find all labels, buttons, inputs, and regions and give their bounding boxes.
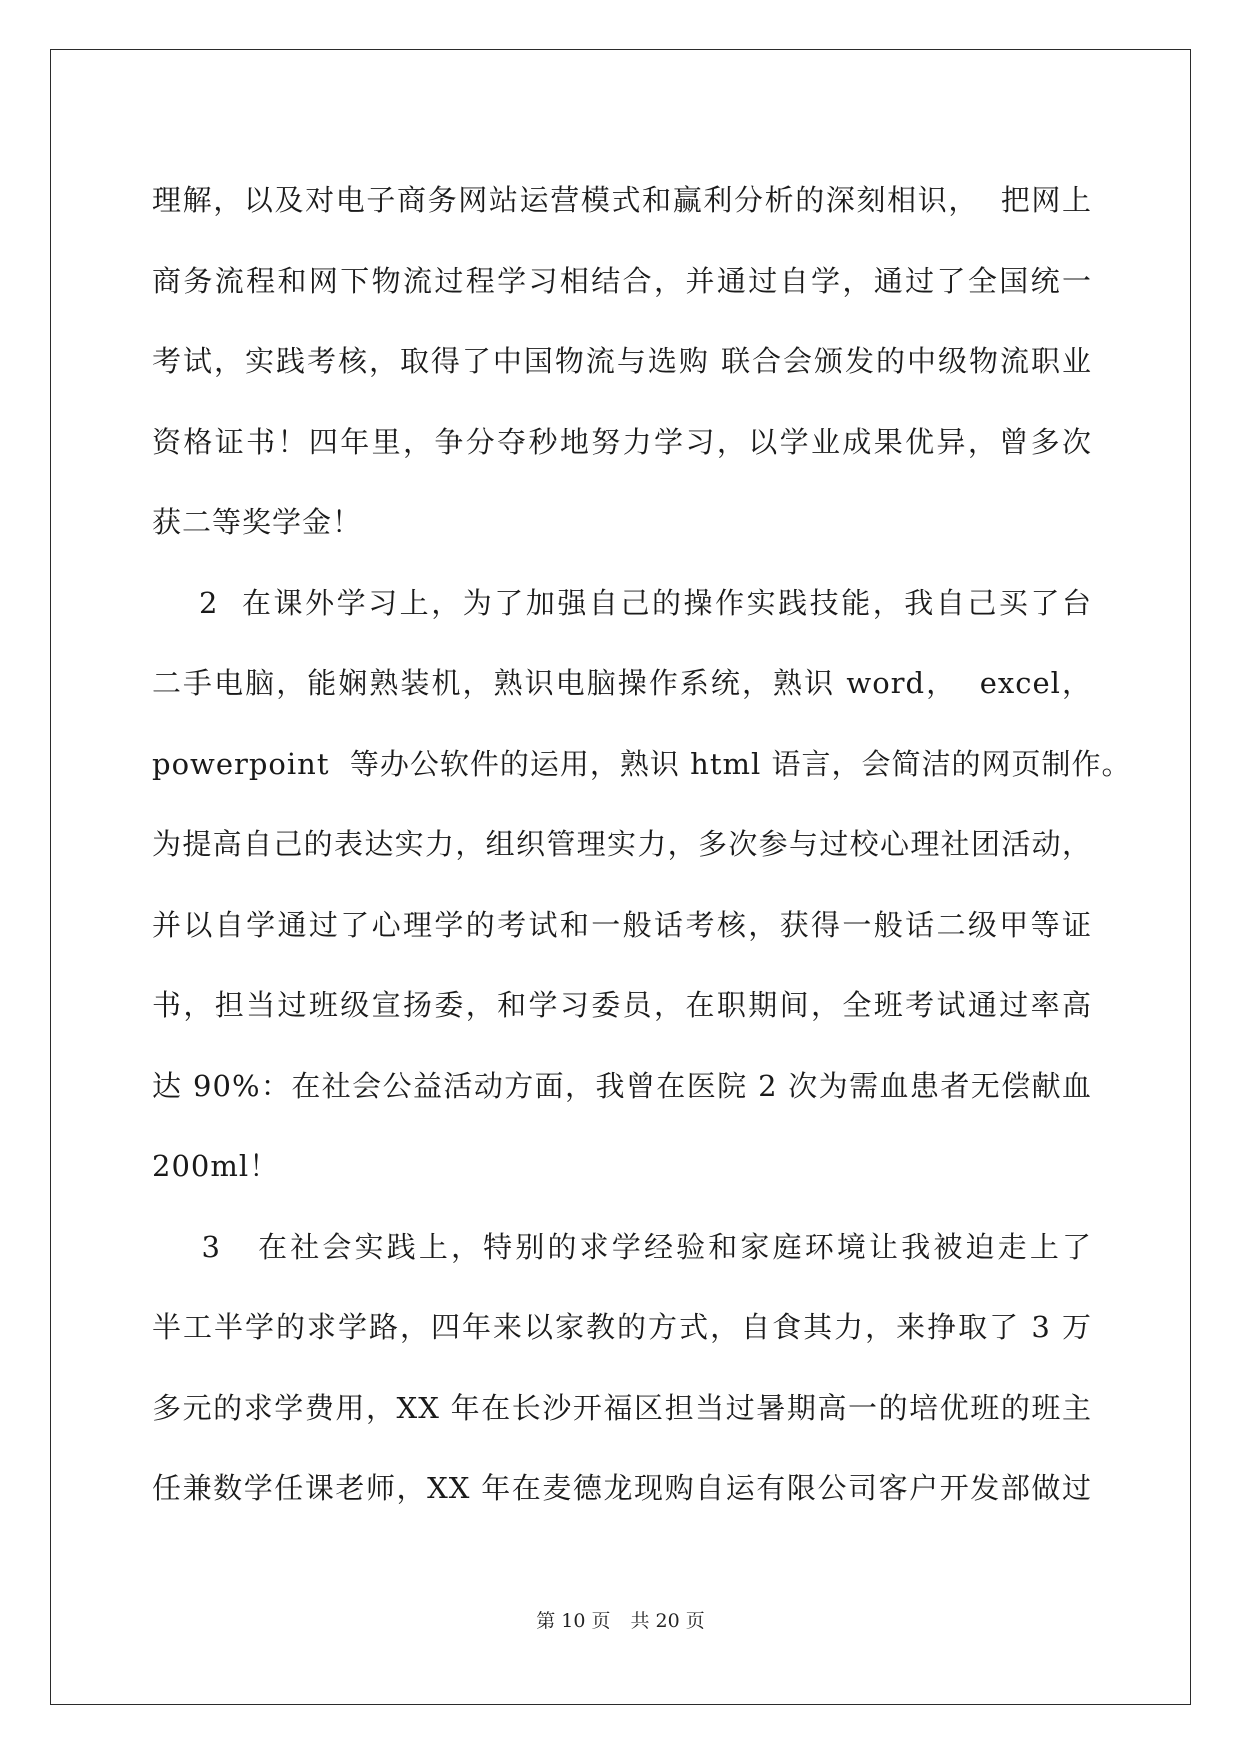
page-number: 第 10 页 — [536, 1610, 611, 1632]
text-line: 资格证书！四年里，争分夺秒地努力学习，以学业成果优异，曾多次 — [152, 424, 1092, 459]
text-line: 达 90%：在社会公益活动方面，我曾在医院 2 次为需血患者无偿献血 — [152, 1068, 1092, 1103]
text-line: 书，担当过班级宣扬委，和学习委员，在职期间，全班考试通过率高 — [152, 988, 1092, 1022]
body-text — [152, 160, 1132, 1529]
text-line: powerpoint 等办公软件的运用，熟识 html 语言，会简洁的网页制作。 — [152, 746, 1132, 781]
text-line: 2 在课外学习上，为了加强自己的操作实践技能，我自己买了台 — [152, 585, 1092, 620]
text-line: 任兼数学任课老师，XX 年在麦德龙现购自运有限公司客户开发部做过 — [152, 1471, 1092, 1505]
text-line: 并以自学通过了心理学的考试和一般话考核，获得一般话二级甲等证 — [152, 907, 1092, 942]
text-line: 商务流程和网下物流过程学习相结合，并通过自学，通过了全国统一 — [152, 263, 1092, 298]
text-line: 理解，以及对电子商务网站运营模式和赢利分析的深刻相识， 把网上 — [152, 183, 1092, 217]
page-total: 共 20 页 — [630, 1610, 705, 1632]
text-line: 二手电脑，能娴熟装机，熟识电脑操作系统，熟识 word， excel， — [152, 666, 1092, 700]
text-line: 半工半学的求学路，四年来以家教的方式，自食其力，来挣取了 3 万 — [152, 1310, 1092, 1344]
text-line: 200ml！ — [152, 1149, 280, 1183]
text-line: 为提高自己的表达实力，组织管理实力，多次参与过校心理社团活动， — [152, 827, 1092, 861]
text-line: 多元的求学费用，XX 年在长沙开福区担当过暑期高一的培优班的班主 — [152, 1390, 1092, 1425]
text-line: 3 在社会实践上，特别的求学经验和家庭环境让我被迫走上了 — [152, 1229, 1092, 1264]
page-footer — [0, 1606, 1241, 1633]
text-line: 考试，实践考核，取得了中国物流与选购 联合会颁发的中级物流职业 — [152, 344, 1092, 378]
text-line: 获二等奖学金！ — [152, 505, 363, 539]
